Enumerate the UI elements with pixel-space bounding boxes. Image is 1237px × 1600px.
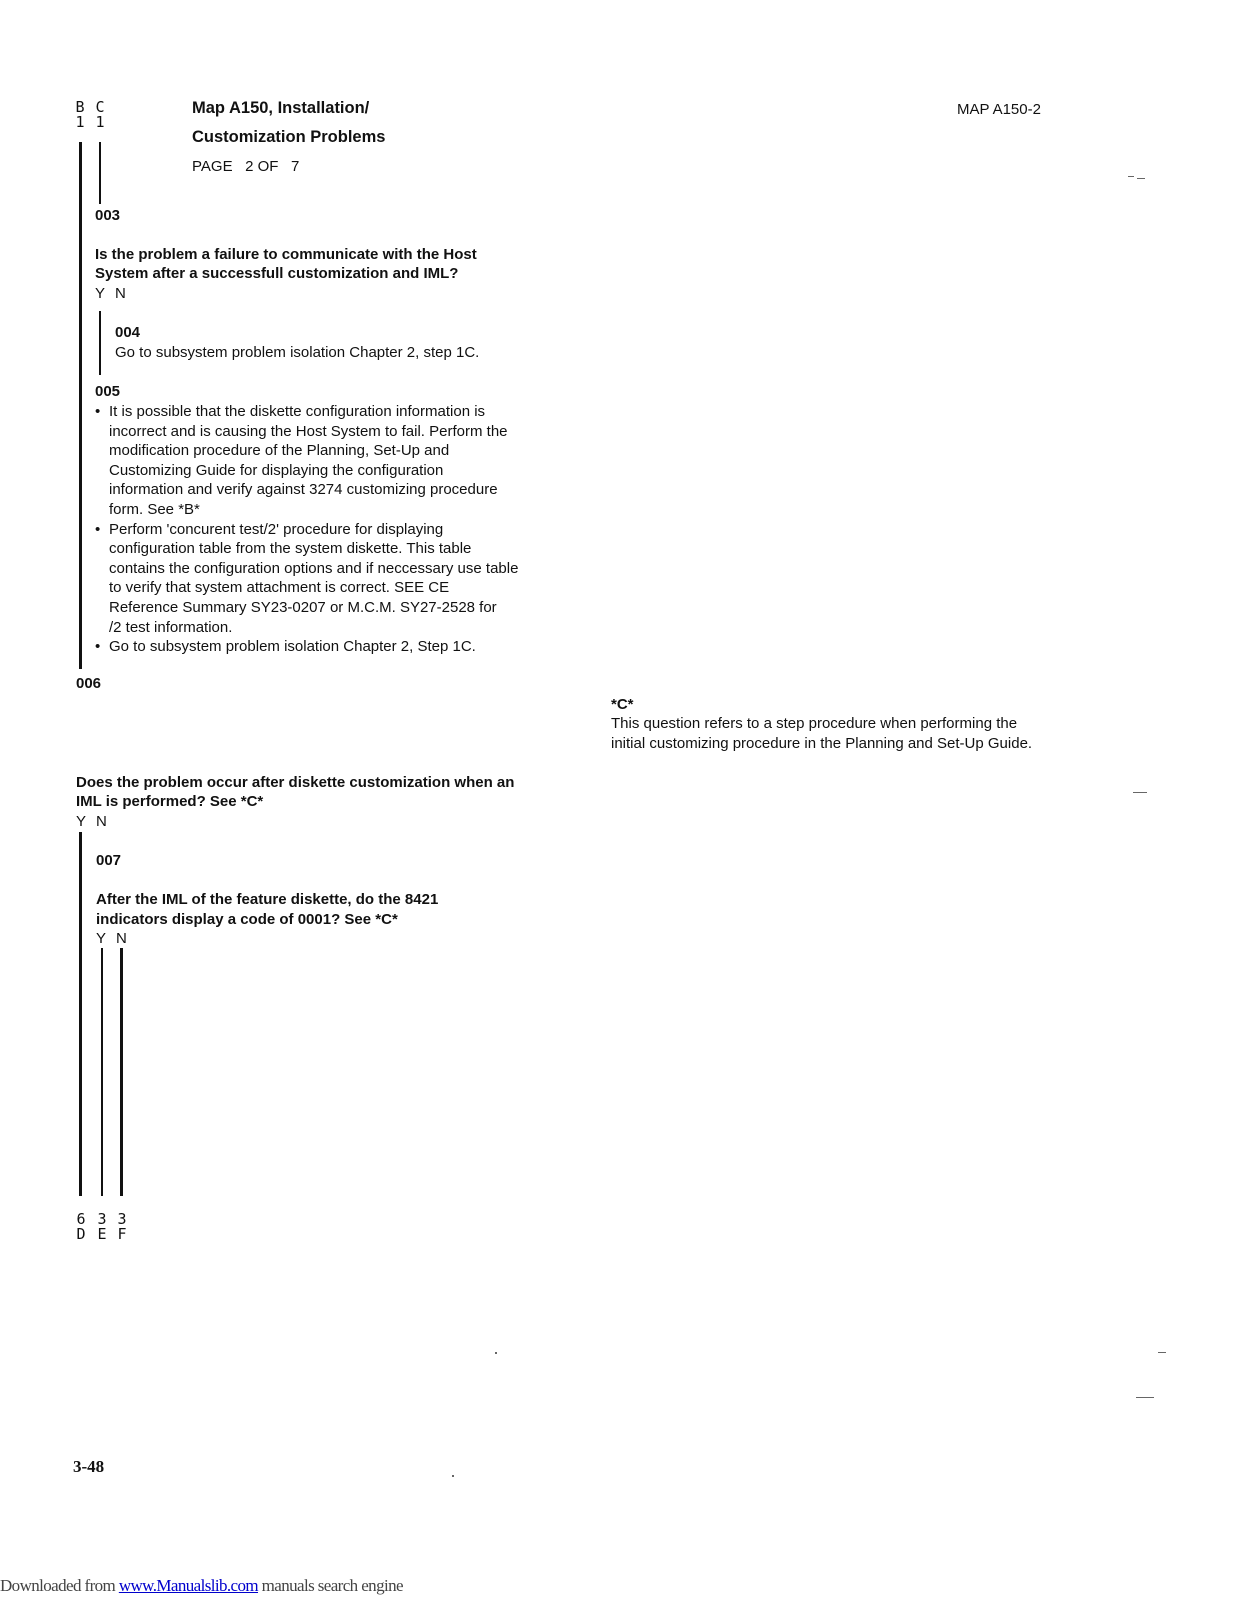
scan-speck	[495, 1352, 497, 1354]
connector-number: 3	[97, 1210, 107, 1228]
step-003-yes-label: Y	[95, 285, 106, 302]
scan-speck	[1137, 178, 1145, 179]
connector-letter: E	[97, 1225, 107, 1243]
note-c-label: *C*	[611, 696, 634, 713]
step-006-no-label: N	[96, 813, 107, 830]
page-number: 3-48	[73, 1457, 105, 1476]
flow-line-c	[99, 142, 101, 204]
connector-3f	[116, 1212, 128, 1242]
connector-letter: F	[117, 1225, 127, 1243]
footer-prefix: Downloaded from	[0, 1576, 119, 1595]
scan-speck	[1128, 176, 1134, 177]
connector-letter: D	[76, 1225, 86, 1243]
step-005-action-list	[95, 402, 549, 657]
note-c-line2: initial customizing procedure in the Planning and Set-Up Guide.	[611, 735, 1033, 752]
step-003-question-line1: Is the problem a failure to communicate with the Host	[95, 246, 477, 263]
connector-6d	[75, 1212, 87, 1242]
page-label: PAGE	[192, 158, 233, 175]
page-total: 7	[290, 158, 300, 175]
step-003-no-label: N	[115, 285, 126, 302]
manualslib-link[interactable]: www.Manualslib.com	[118, 1576, 259, 1595]
step-006-question-line1: Does the problem occur after diskette customization when an	[76, 774, 515, 791]
step-004-text: Go to subsystem problem isolation Chapter 2, step 1C.	[115, 344, 480, 361]
page-indicator	[192, 157, 299, 177]
step-005-number: 005	[95, 383, 121, 400]
flow-line-007-no	[120, 948, 123, 1196]
connector-3e	[96, 1212, 108, 1242]
step-004-number: 004	[115, 324, 141, 341]
step-003-number: 003	[95, 207, 121, 224]
connector-number: 1	[75, 113, 85, 131]
map-title-line1: Map A150, Installation/	[192, 99, 370, 117]
note-c-line1: This question refers to a step procedure when performing the	[611, 715, 1018, 732]
flow-line-b	[79, 142, 82, 669]
list-item-text: Go to subsystem problem isolation Chapter 2, Step 1C.	[109, 638, 476, 656]
footer-suffix: manuals search engine	[258, 1576, 403, 1595]
step-007-number: 007	[96, 852, 122, 869]
page-current: 2	[245, 158, 254, 175]
list-item	[95, 402, 549, 520]
step-007-question-line1: After the IML of the feature diskette, do the 8421	[96, 891, 439, 908]
connector-c1	[94, 100, 106, 130]
step-007-no-label: N	[116, 930, 127, 947]
list-item-text: Perform 'concurent test/2' procedure for displaying configuration table from the system diskette. This table contains the configuration options and if neccessary use table to verify that system attachment is correct. SEE CE Reference Summary SY23-0207 or M.C.M. SY27-2528 for /2 test information.	[109, 520, 519, 636]
step-007-question-line2: indicators display a code of 0001? See *C*	[96, 911, 398, 928]
map-id: MAP A150-2	[957, 101, 1041, 118]
bullet-glyph: •	[95, 520, 101, 538]
list-item-text: It is possible that the diskette configuration information is incorrect and is causing the Host System to fail. Perform the modification procedure of the Planning, Set-Up and Customizing Guide for displaying the configuration information and verify against 3274 customizing procedure form. See *B*	[109, 403, 508, 518]
download-footer	[0, 1576, 403, 1596]
connector-b1	[74, 100, 86, 130]
flow-line-003-yes	[99, 311, 101, 375]
page-of: OF	[257, 158, 279, 175]
list-item	[95, 520, 549, 638]
connector-number: 6	[76, 1210, 86, 1228]
step-003-question-line2: System after a successfull customization and IML?	[95, 265, 459, 282]
step-007-yes-label: Y	[96, 930, 107, 947]
map-title-line2: Customization Problems	[192, 128, 386, 146]
list-item	[95, 637, 549, 657]
connector-letter: B	[75, 98, 85, 116]
scan-speck	[1133, 792, 1147, 793]
step-006-question-line2: IML is performed? See *C*	[76, 793, 264, 810]
connector-number: 3	[117, 1210, 127, 1228]
bullet-glyph: •	[95, 403, 101, 420]
step-006-yes-label: Y	[76, 813, 87, 830]
flow-line-006-yes	[79, 832, 82, 1196]
scan-speck	[1158, 1352, 1166, 1353]
scan-speck	[452, 1475, 454, 1477]
bullet-glyph: •	[95, 638, 101, 656]
connector-number: 1	[95, 113, 105, 131]
connector-letter: C	[95, 98, 105, 116]
flow-line-007-yes	[101, 948, 103, 1196]
scan-speck	[1136, 1397, 1154, 1398]
step-006-number: 006	[76, 675, 102, 692]
